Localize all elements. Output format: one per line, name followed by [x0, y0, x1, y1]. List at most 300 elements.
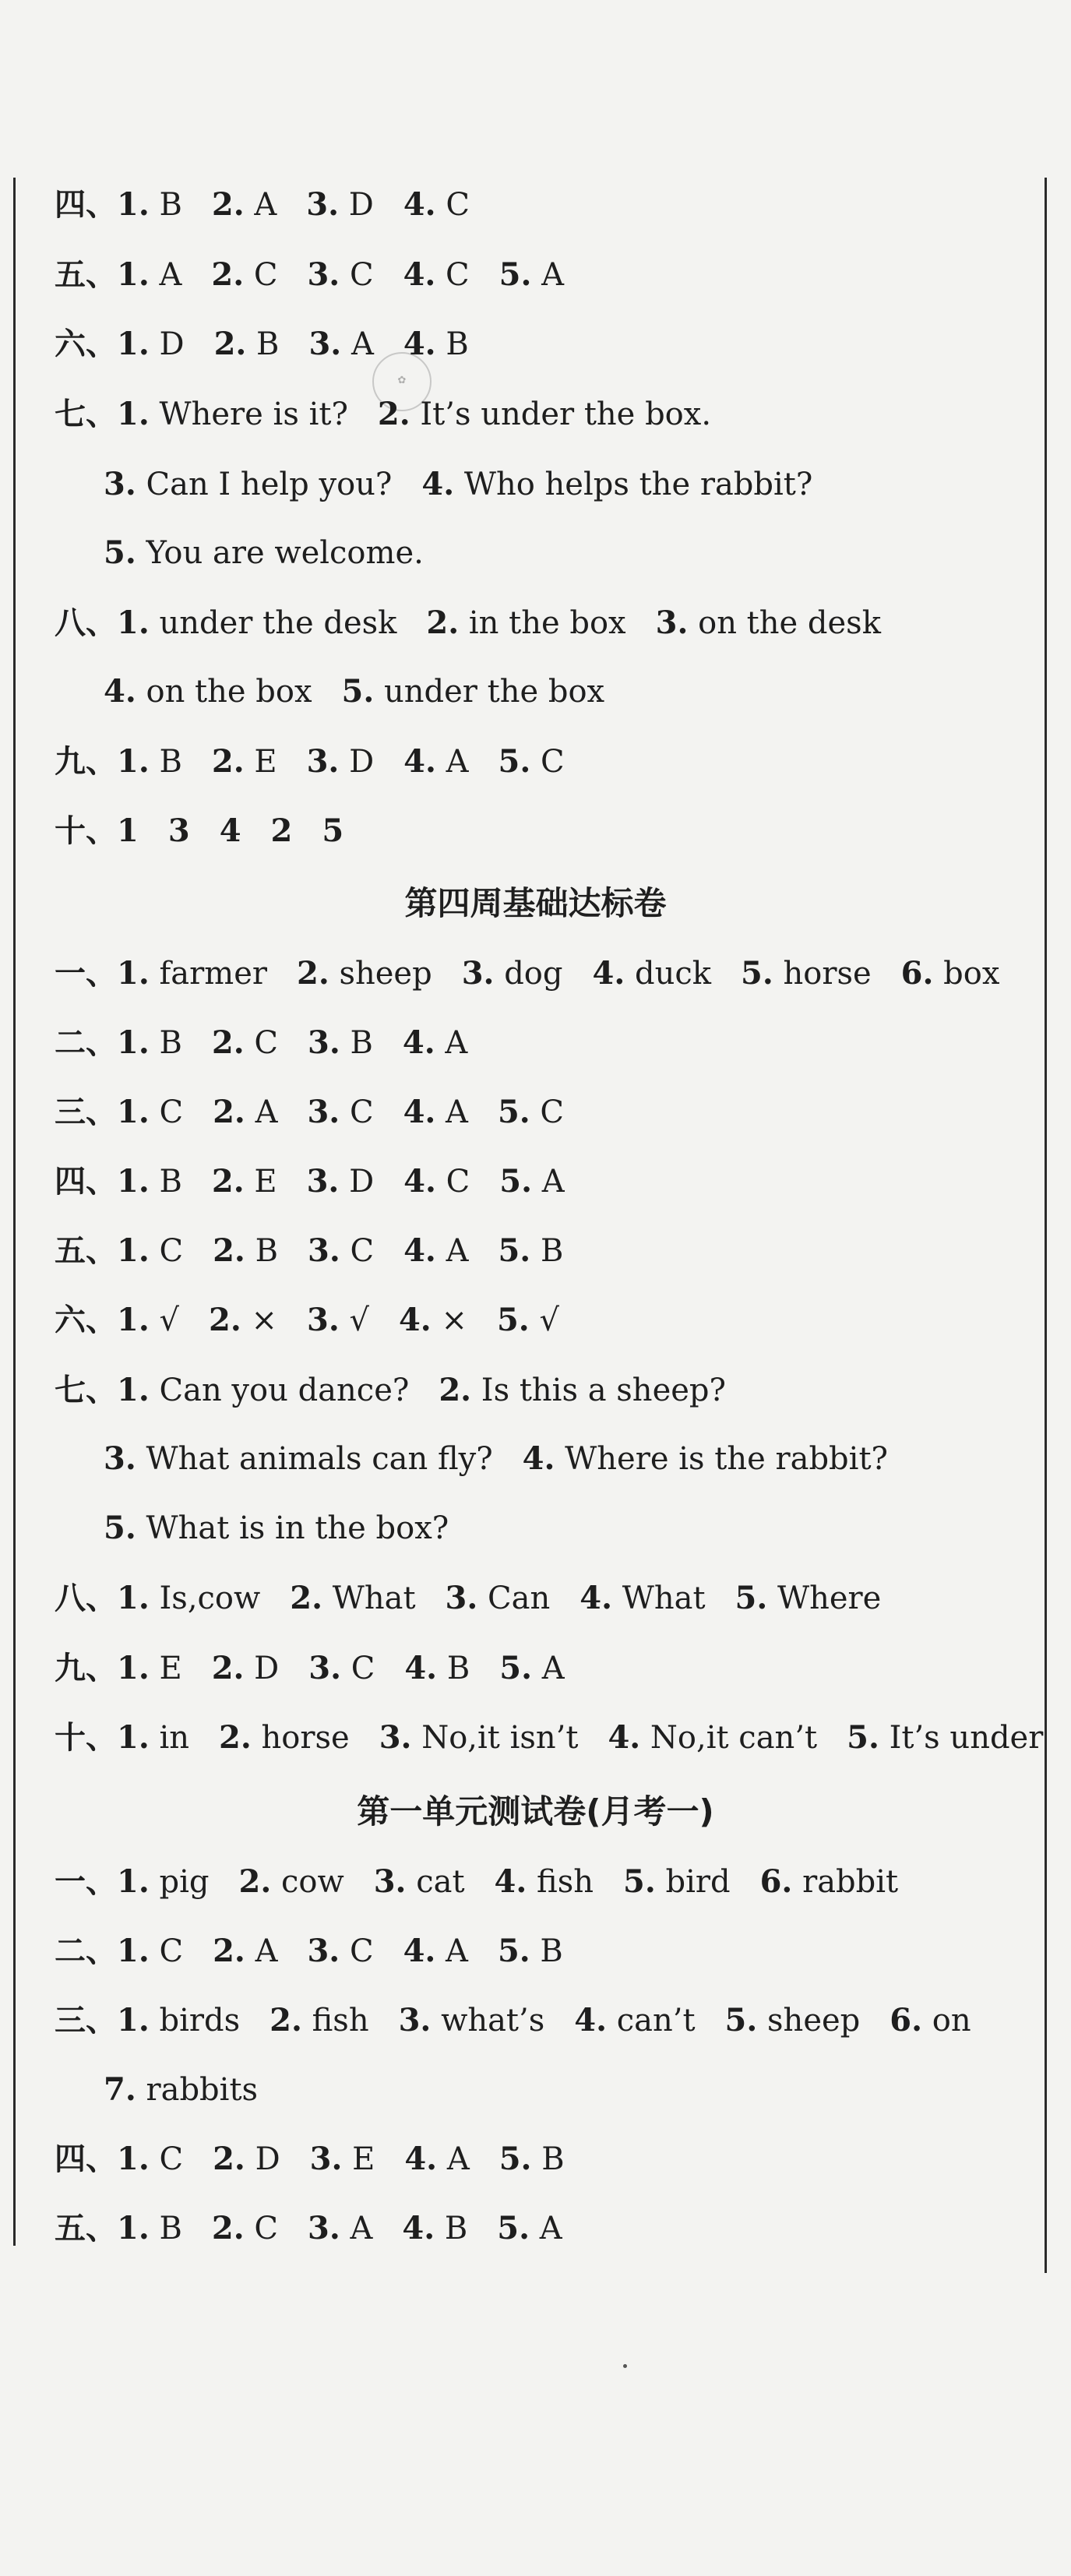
answer-item: [212, 1651, 280, 1686]
answer-line: [104, 2067, 287, 2113]
question-number: 2.: [377, 396, 410, 432]
question-number: 2.: [290, 1580, 323, 1616]
answer-text: C: [159, 1094, 184, 1130]
answer-text: A: [445, 1025, 468, 1061]
answer-item: [104, 1510, 449, 1546]
answer-item: [403, 1164, 470, 1200]
answer-line: [55, 391, 741, 438]
question-number: 3: [167, 812, 190, 849]
answer-item: [499, 744, 565, 780]
answer-line: [55, 1020, 497, 1066]
answer-text: You are welcome.: [146, 535, 424, 571]
answer-item: [890, 2003, 971, 2039]
answer-item: [117, 2141, 183, 2177]
answer-text: Who helps the rabbit?: [463, 467, 813, 502]
answer-item: [104, 535, 424, 571]
section-number: 七、: [55, 396, 117, 432]
question-number: 4.: [404, 2141, 438, 2177]
answer-item: [403, 1233, 468, 1269]
question-number: 1.: [117, 2210, 150, 2247]
question-number: 3.: [655, 604, 689, 641]
answer-text: rabbits: [146, 2072, 259, 2108]
answer-item: [421, 467, 812, 502]
question-number: 3.: [307, 2210, 340, 2247]
question-number: 3.: [104, 1440, 136, 1477]
answer-text: It’s under the box.: [420, 396, 712, 432]
question-number: 5.: [497, 1933, 530, 1969]
question-number: 5.: [499, 256, 532, 293]
answer-text: box: [943, 956, 1000, 992]
answer-item: [342, 674, 605, 710]
answer-text: B: [256, 326, 280, 362]
answer-text: in: [159, 1720, 190, 1756]
answer-text: D: [255, 2141, 280, 2177]
question-number: 3.: [308, 326, 342, 362]
answer-line: [104, 1436, 918, 1482]
question-number: 2.: [439, 1372, 472, 1408]
question-number: 2.: [426, 604, 460, 641]
question-number: 5.: [104, 1510, 136, 1546]
answer-item: [117, 257, 181, 293]
answer-text: A: [446, 1933, 468, 1969]
question-number: 1.: [117, 1933, 150, 1969]
answer-item: [117, 605, 396, 641]
question-number: 2.: [270, 2002, 302, 2039]
question-number: 3.: [307, 1024, 340, 1061]
question-number: 1.: [117, 743, 150, 780]
answer-text: on the box: [146, 674, 312, 710]
answer-item: [404, 1651, 470, 1686]
answer-text: dog: [504, 956, 563, 992]
question-number: 5.: [498, 1232, 531, 1269]
answer-text: A: [541, 257, 565, 293]
question-number: 1.: [117, 955, 150, 992]
answer-text: A: [446, 1233, 469, 1269]
question-number: 1.: [117, 1094, 150, 1130]
question-number: 7.: [104, 2071, 136, 2108]
answer-text: It’s under: [889, 1720, 1044, 1756]
answer-item: [403, 257, 470, 293]
question-number: 5.: [499, 1650, 532, 1686]
answer-item: [307, 1933, 373, 1969]
answer-item: [399, 1302, 467, 1338]
question-number: 3.: [306, 1163, 340, 1200]
answer-item: [270, 2003, 368, 2039]
answer-item: [211, 257, 277, 293]
answer-text: B: [541, 2141, 565, 2177]
answer-item: [308, 1025, 373, 1061]
answer-item: [499, 2141, 565, 2177]
answer-text: A: [254, 187, 277, 223]
question-number: 5.: [499, 2141, 532, 2177]
question-number: 3.: [104, 466, 136, 502]
answer-item: [439, 1373, 726, 1408]
answer-item: [403, 187, 470, 223]
answer-text: A: [255, 1094, 278, 1130]
section-number: 五、: [55, 1233, 117, 1269]
question-number: 5.: [104, 534, 136, 571]
question-number: 4.: [398, 1302, 432, 1338]
answer-text: E: [254, 1164, 277, 1200]
section-number: 六、: [55, 1302, 117, 1338]
question-number: 2.: [211, 2210, 245, 2247]
section-number: 四、: [55, 1164, 117, 1200]
answer-item: [117, 1164, 182, 1200]
answer-text: What is in the box?: [146, 1510, 449, 1546]
answer-text: Where: [777, 1580, 882, 1616]
answer-text: in the box: [468, 605, 626, 641]
question-number: 1.: [117, 256, 150, 293]
answer-line: [55, 181, 499, 228]
answer-line: [55, 738, 594, 785]
question-number: 2.: [213, 2141, 245, 2177]
answer-item: [499, 1164, 564, 1200]
answer-text: B: [350, 1025, 373, 1061]
answer-item: [290, 1580, 415, 1616]
answer-text: D: [254, 1651, 280, 1686]
answer-text: what’s: [441, 2003, 545, 2039]
answer-item: [104, 1441, 493, 1477]
answer-text: A: [159, 257, 182, 293]
answer-text: Where is it?: [159, 396, 348, 432]
answer-text: cat: [416, 1864, 465, 1900]
answer-line: [55, 252, 594, 298]
question-number: 4.: [580, 1580, 612, 1616]
answer-item: [117, 1720, 189, 1756]
answer-item: [307, 257, 373, 293]
answer-item: [213, 1233, 278, 1269]
answer-line: [55, 1367, 756, 1414]
answer-text: sheep: [339, 956, 432, 992]
question-number: 5.: [497, 2210, 530, 2247]
answer-line: [55, 1297, 589, 1344]
answer-line: [55, 950, 1029, 997]
answer-text: B: [444, 2211, 468, 2247]
question-number: 1.: [117, 1372, 150, 1408]
answer-item: [462, 956, 563, 992]
answer-line: [55, 1645, 594, 1692]
answer-text: A: [541, 1164, 565, 1200]
answer-text: E: [352, 2141, 375, 2177]
question-number: 4.: [403, 186, 436, 223]
question-number: 3.: [306, 1302, 340, 1338]
answer-item: [404, 2141, 469, 2177]
answer-line: [55, 1575, 911, 1622]
answer-text: B: [159, 744, 182, 780]
answer-line: [104, 668, 634, 715]
section-number: 七、: [55, 1373, 117, 1408]
answer-text: can’t: [616, 2003, 696, 2039]
answer-item: [499, 1651, 564, 1686]
question-number: 3.: [307, 256, 340, 293]
answer-item: [117, 396, 348, 432]
question-number: 4.: [403, 1933, 436, 1969]
answer-item: [308, 1651, 375, 1686]
question-number: 4: [219, 812, 241, 849]
answer-text: C: [540, 1094, 565, 1130]
question-number: 1.: [117, 604, 150, 641]
question-number: 4.: [574, 2002, 608, 2039]
question-number: 2.: [213, 1933, 245, 1969]
answer-text: C: [446, 187, 470, 223]
answer-item: [901, 956, 1000, 992]
answer-item: [523, 1441, 888, 1477]
answer-text: C: [159, 2141, 184, 2177]
answer-item: [104, 467, 392, 502]
answer-text: √: [349, 1302, 369, 1338]
answer-text: What: [622, 1580, 706, 1616]
answer-line: [55, 1714, 1071, 1761]
answer-text: √: [539, 1302, 559, 1338]
answer-item: [322, 813, 343, 849]
answer-text: C: [350, 1233, 375, 1269]
answer-text: A: [541, 1651, 565, 1686]
answer-text: C: [254, 2211, 278, 2247]
answer-text: Where is the rabbit?: [565, 1441, 888, 1477]
section-number: 一、: [55, 1864, 117, 1900]
answer-item: [399, 2003, 545, 2039]
answer-item: [117, 2211, 182, 2247]
answer-text: B: [255, 1233, 278, 1269]
answer-text: E: [254, 744, 277, 780]
question-number: 3.: [461, 955, 495, 992]
answer-text: farmer: [159, 956, 267, 992]
answer-item: [403, 1933, 468, 1969]
question-number: 3.: [307, 1094, 340, 1130]
answer-text: C: [446, 257, 470, 293]
answer-item: [213, 1933, 277, 1969]
answer-text: rabbit: [802, 1864, 899, 1900]
answer-text: No,it can’t: [650, 1720, 818, 1756]
answer-item: [271, 813, 293, 849]
section-number: 六、: [55, 326, 117, 362]
answer-item: [117, 2003, 240, 2039]
left-margin-rule: [13, 178, 16, 2246]
section-number: 五、: [55, 257, 117, 293]
section-number: 八、: [55, 1580, 117, 1616]
answer-item: [497, 2211, 562, 2247]
answer-item: [580, 1580, 705, 1616]
section-number: 二、: [55, 1025, 117, 1061]
answer-item: [212, 1164, 277, 1200]
answer-item: [760, 1864, 899, 1900]
answer-text: D: [159, 326, 185, 362]
section-number: 四、: [55, 2141, 117, 2177]
section-number: 四、: [55, 187, 117, 223]
answer-line: [55, 1089, 594, 1136]
question-number: 4.: [404, 1650, 438, 1686]
question-number: 2.: [211, 1024, 245, 1061]
answer-item: [117, 744, 182, 780]
answer-item: [735, 1580, 882, 1616]
answer-item: [168, 813, 190, 849]
question-number: 1.: [117, 2141, 150, 2177]
answer-text: A: [446, 744, 469, 780]
answer-text: B: [540, 1233, 564, 1269]
answer-line: [104, 461, 842, 508]
answer-item: [495, 1864, 594, 1900]
answer-text: sheep: [767, 2003, 861, 2039]
question-number: 5: [322, 812, 344, 849]
answer-item: [426, 605, 625, 641]
answer-item: [608, 1720, 817, 1756]
question-number: 1.: [117, 326, 150, 362]
answer-item: [307, 1302, 369, 1338]
answer-item: [403, 1025, 467, 1061]
answer-text: ×: [441, 1302, 467, 1338]
question-number: 4.: [403, 1163, 436, 1200]
question-number: 5.: [847, 1719, 879, 1756]
section-number: 三、: [55, 1094, 117, 1130]
answer-text: B: [159, 1164, 182, 1200]
question-number: 1.: [117, 1650, 150, 1686]
question-number: 3.: [309, 2141, 343, 2177]
answer-item: [104, 2072, 258, 2108]
answer-text: A: [350, 2211, 373, 2247]
answer-text: A: [446, 1094, 468, 1130]
answer-item: [308, 1233, 374, 1269]
answer-text: C: [349, 1933, 374, 1969]
question-number: 4.: [403, 256, 436, 293]
question-number: 4.: [104, 673, 136, 710]
answer-item: [402, 2211, 467, 2247]
question-number: 2.: [211, 186, 245, 223]
question-number: 4.: [403, 1094, 436, 1130]
answer-text: B: [159, 187, 182, 223]
answer-text: on: [932, 2003, 971, 2039]
answer-text: C: [351, 1651, 375, 1686]
question-number: 5.: [741, 955, 773, 992]
answer-text: B: [446, 1651, 470, 1686]
section-number: 九、: [55, 1651, 117, 1686]
question-number: 4.: [403, 1232, 436, 1269]
answer-item: [499, 257, 564, 293]
answer-line: [55, 321, 499, 368]
question-number: 3.: [308, 1650, 342, 1686]
question-number: 4.: [402, 1024, 435, 1061]
answer-item: [378, 396, 711, 432]
question-number: 2.: [211, 1163, 245, 1200]
answer-text: No,it isn’t: [421, 1720, 579, 1756]
section-heading-week4: 第四周基础达标卷: [404, 884, 667, 922]
answer-item: [308, 326, 373, 362]
answer-item: [117, 1651, 182, 1686]
question-number: 5.: [724, 2002, 758, 2039]
answer-line: [55, 2205, 592, 2252]
answer-item: [209, 1302, 277, 1338]
section-number: 八、: [55, 605, 117, 641]
question-number: 1.: [117, 1024, 150, 1061]
answer-line: [55, 1997, 1001, 2044]
question-number: 2.: [296, 955, 329, 992]
answer-item: [446, 1580, 551, 1616]
question-number: 1.: [117, 1863, 150, 1900]
answer-text: What: [332, 1580, 416, 1616]
answer-text: E: [159, 1651, 182, 1686]
answer-text: Can I help you?: [146, 467, 393, 502]
answer-line: [55, 808, 373, 855]
question-number: 6.: [759, 1863, 793, 1900]
answer-item: [623, 1864, 731, 1900]
answer-item: [117, 1094, 183, 1130]
question-number: 3.: [379, 1719, 412, 1756]
answer-line: [104, 530, 453, 576]
question-number: 1.: [117, 1232, 150, 1269]
section-number: 一、: [55, 956, 117, 992]
answer-text: ×: [251, 1302, 277, 1338]
question-number: 4.: [421, 466, 455, 502]
answer-item: [213, 2141, 280, 2177]
page-speck: [623, 2364, 627, 2368]
answer-item: [741, 956, 872, 992]
answer-line: [55, 2136, 594, 2183]
question-number: 2.: [208, 1302, 241, 1338]
answer-item: [117, 1864, 210, 1900]
section-number: 九、: [55, 744, 117, 780]
section-number: 三、: [55, 2003, 117, 2039]
answer-item: [498, 1933, 563, 1969]
answer-item: [214, 326, 280, 362]
section-number: 二、: [55, 1933, 117, 1969]
question-number: 1.: [117, 1163, 150, 1200]
question-number: 2.: [211, 743, 245, 780]
question-number: 3.: [445, 1580, 478, 1616]
question-number: 2.: [219, 1719, 252, 1756]
question-number: 6.: [900, 955, 934, 992]
answer-text: A: [351, 326, 374, 362]
answer-text: Is,cow: [159, 1580, 261, 1616]
answer-item: [117, 813, 139, 849]
answer-line: [55, 1859, 928, 1905]
answer-text: Can: [488, 1580, 551, 1616]
question-number: 1: [117, 812, 139, 849]
question-number: 1.: [117, 2002, 150, 2039]
question-number: 1.: [117, 1580, 150, 1616]
answer-item: [117, 1302, 179, 1338]
answer-text: duck: [634, 956, 711, 992]
answer-text: B: [540, 1933, 563, 1969]
answer-text: birds: [159, 2003, 241, 2039]
answer-item: [310, 2141, 375, 2177]
answer-item: [593, 956, 712, 992]
answer-item: [306, 187, 374, 223]
answer-text: on the desk: [698, 605, 881, 641]
answer-item: [117, 326, 185, 362]
answer-item: [212, 187, 277, 223]
answer-item: [403, 326, 469, 362]
answer-item: [219, 1720, 350, 1756]
answer-item: [117, 187, 182, 223]
answer-line: [55, 1928, 593, 1975]
question-number: 3.: [306, 186, 340, 223]
question-number: 2.: [211, 256, 245, 293]
question-number: 4.: [402, 2210, 435, 2247]
question-number: 3.: [398, 2002, 432, 2039]
answer-text: C: [254, 1025, 278, 1061]
question-number: 5.: [496, 1302, 530, 1338]
question-number: 1.: [117, 396, 150, 432]
question-number: 2.: [213, 1094, 245, 1130]
answer-text: A: [539, 2211, 562, 2247]
question-number: 2.: [238, 1863, 272, 1900]
answer-item: [403, 744, 468, 780]
answer-text: under the box: [384, 674, 605, 710]
answer-text: B: [446, 326, 469, 362]
answer-item: [213, 1094, 277, 1130]
question-number: 5.: [622, 1863, 656, 1900]
answer-item: [220, 813, 241, 849]
question-number: 3.: [307, 1232, 340, 1269]
